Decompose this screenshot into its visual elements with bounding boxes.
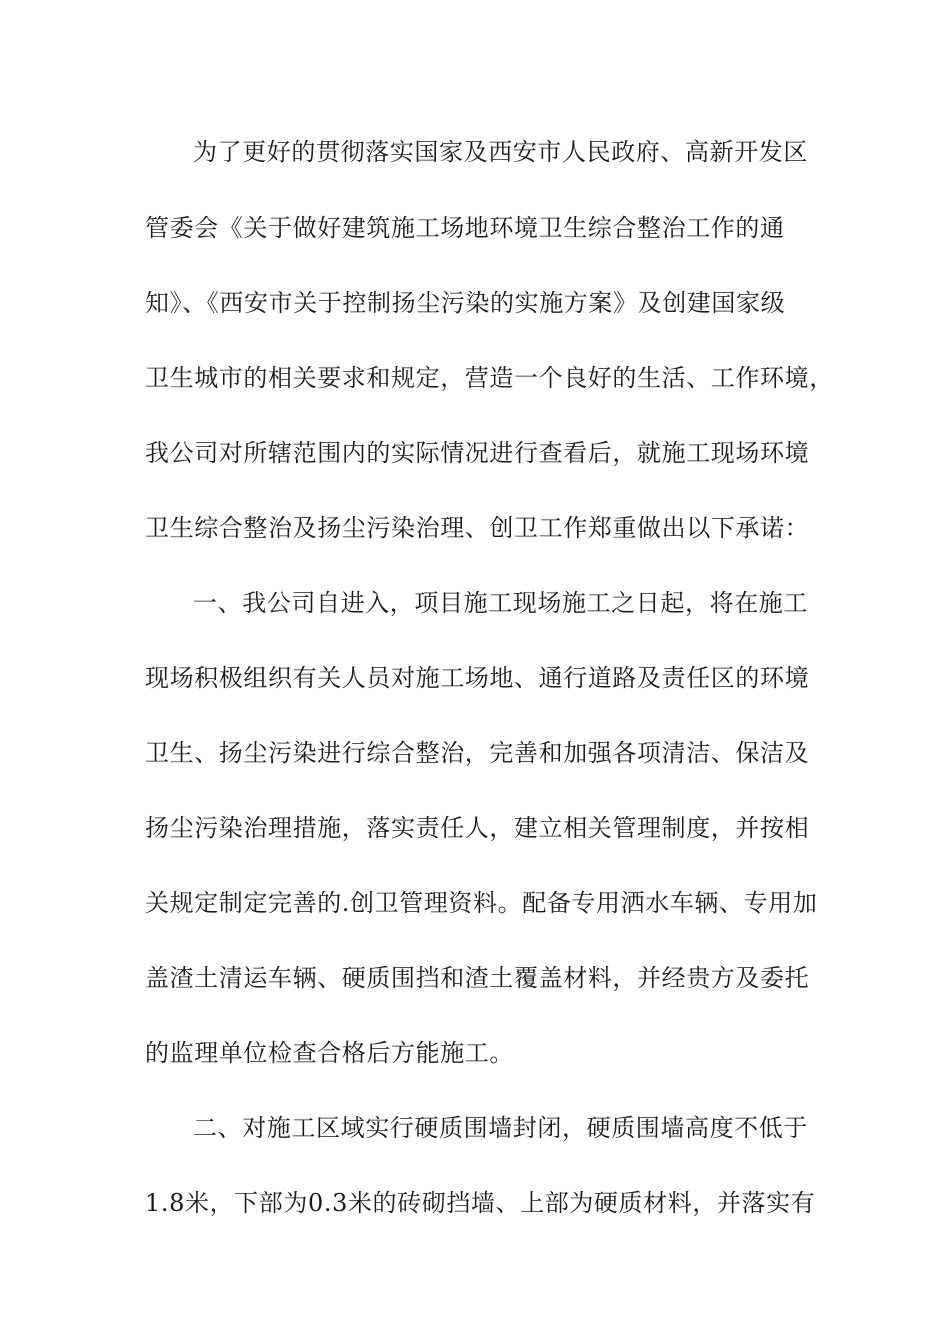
paragraph-1-line-2: 管委会《关于做好建筑施工场地环境卫生综合整治工作的通 <box>145 214 785 242</box>
paragraph-1-line-5: 我公司对所辖范围内的实际情况进行查看后，就施工现场环境 <box>145 439 810 467</box>
paragraph-3-line-1: 二、对施工区域实行硬质围墙封闭，硬质围墙高度不低于 <box>193 1114 808 1142</box>
paragraph-2-line-7: 的监理单位检查合格后方能施工。 <box>145 1039 514 1067</box>
paragraph-2-line-1: 一、我公司自进入，项目施工现场施工之日起，将在施工 <box>193 589 808 617</box>
paragraph-1-line-4: 卫生城市的相关要求和规定，营造一个良好的生活、工作环境， <box>145 364 834 392</box>
paragraph-3-line-2: 1.8米，下部为0.3米的砖砌挡墙、上部为硬质材料，并落实有 <box>145 1189 816 1217</box>
paragraph-2-line-3: 卫生、扬尘污染进行综合整治，完善和加强各项清洁、保洁及 <box>145 739 810 767</box>
paragraph-2-line-5: 关规定制定完善的.创卫管理资料。配备专用洒水车辆、专用加 <box>145 889 818 917</box>
paragraph-1-line-1: 为了更好的贯彻落实国家及西安市人民政府、高新开发区 <box>193 138 808 166</box>
paragraph-1-line-3: 知》、《西安市关于控制扬尘污染的实施方案》及创建国家级 <box>145 289 786 317</box>
paragraph-1-line-6: 卫生综合整治及扬尘污染治理、创卫工作郑重做出以下承诺： <box>145 514 810 542</box>
paragraph-2-line-2: 现场积极组织有关人员对施工场地、通行道路及责任区的环境 <box>145 664 810 692</box>
paragraph-2-line-6: 盖渣土清运车辆、硬质围挡和渣土覆盖材料，并经贵方及委托 <box>145 964 810 992</box>
paragraph-2-line-4: 扬尘污染治理措施，落实责任人，建立相关管理制度，并按相 <box>145 814 810 842</box>
